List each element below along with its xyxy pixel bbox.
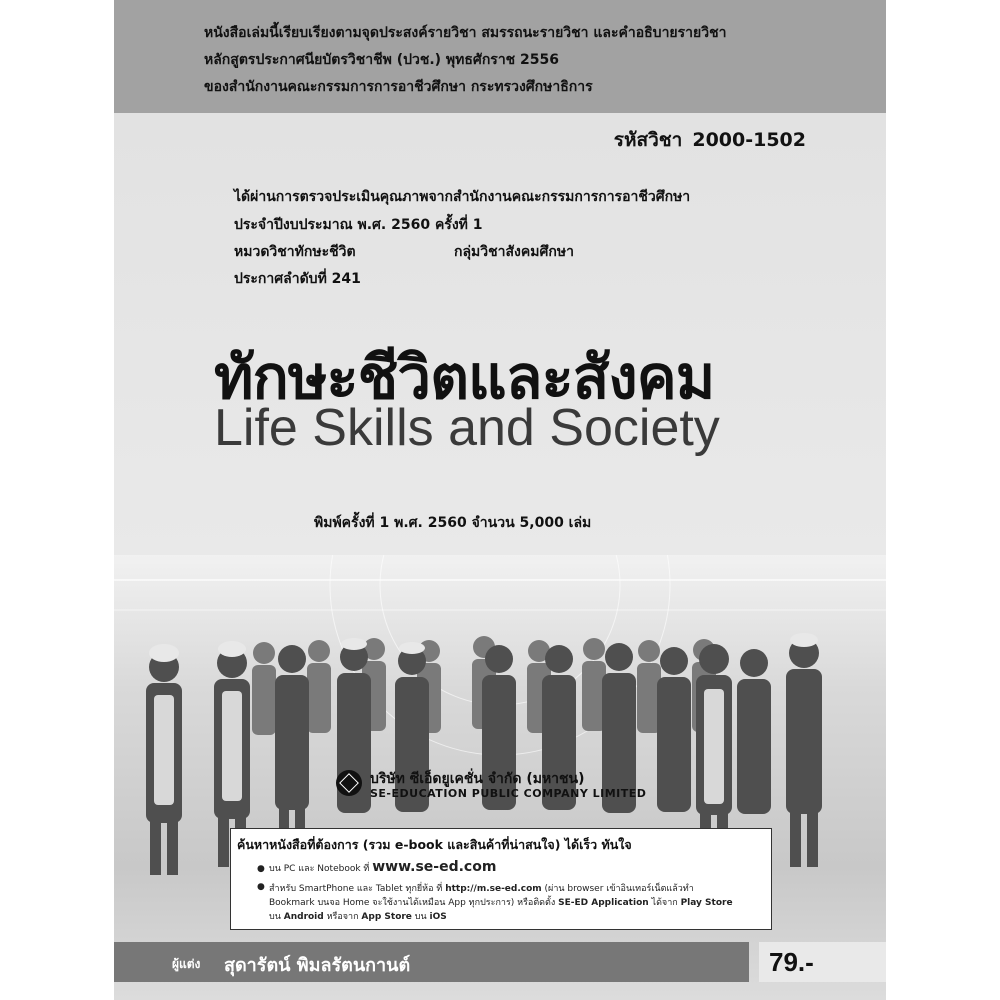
- ios-label: iOS: [429, 912, 447, 922]
- book-cover: [114, 0, 886, 1000]
- publisher-name-english: SE-EDUCATION PUBLIC COMPANY LIMITED: [370, 787, 647, 800]
- pc-url-link[interactable]: www.se-ed.com: [372, 859, 497, 875]
- search-box-heading: ค้นหาหนังสือที่ต้องการ (รวม e-book และสินค้าที่น่าสนใจ) ได้เร็ว ทันใจ: [237, 837, 632, 852]
- mobile-text-2a: Bookmark บนจอ Home จะใช้งานได้เหมือน App ทุกประการ) หรือติดตั้ง: [269, 898, 556, 908]
- announcement-number: ประกาศลำดับที่ 241: [234, 271, 361, 287]
- author-name: สุดารัตน์ พิมลรัตนกานต์: [224, 955, 411, 976]
- subject-category: หมวดวิชาทักษะชีวิต: [234, 244, 356, 260]
- mobile-text-1b: (ผ่าน browser เข้าอินเทอร์เน็ตแล้วทำ: [544, 884, 694, 894]
- print-info: พิมพ์ครั้งที่ 1 พ.ศ. 2560 จำนวน 5,000 เล่ม: [314, 515, 592, 531]
- app-store-label: App Store: [361, 912, 412, 922]
- mobile-line-3: [269, 909, 447, 923]
- course-code: [614, 125, 806, 155]
- mobile-line-2: [269, 895, 733, 909]
- mobile-text-3b: หรือจาก: [326, 912, 359, 922]
- course-code-value: 2000-1502: [692, 129, 806, 151]
- price-tag: 79.-: [759, 942, 886, 982]
- approval-line-1: ได้ผ่านการตรวจประเมินคุณภาพจากสำนักงานคณะกรรมการการอาชีวศึกษา: [234, 189, 691, 205]
- header-line-3: ของสำนักงานคณะกรรมการการอาชีวศึกษา กระทรวงศึกษาธิการ: [204, 79, 593, 95]
- book-title-english: Life Skills and Society: [214, 399, 720, 457]
- mobile-url-link[interactable]: http://m.se-ed.com: [445, 884, 542, 894]
- mobile-text-3c: บน: [414, 912, 427, 922]
- header-band: [114, 0, 886, 113]
- book-title-thai: ทักษะชีวิตและสังคม: [214, 343, 715, 413]
- author-label: ผู้แต่ง: [172, 957, 201, 971]
- subject-group: กลุ่มวิชาสังคมศึกษา: [454, 244, 574, 260]
- bullet-icon: ●: [257, 864, 265, 874]
- header-line-1: หนังสือเล่มนี้เรียบเรียงตามจุดประสงค์รายวิชา สมรรถนะรายวิชา และคำอธิบายรายวิชา: [204, 25, 727, 41]
- course-code-label: รหัสวิชา: [613, 129, 683, 151]
- publisher-name-thai: บริษัท ซีเอ็ดยูเคชั่น จำกัด (มหาชน): [370, 771, 585, 787]
- mobile-text-1a: สำหรับ SmartPhone และ Tablet ทุกยี่ห้อ ที่: [269, 884, 443, 894]
- app-name: SE-ED Application: [558, 898, 649, 908]
- publisher-logo-icon: [336, 770, 362, 796]
- mobile-text-3a: บน: [269, 912, 281, 922]
- author-bar: [114, 942, 749, 982]
- pc-line: [269, 859, 496, 875]
- bullet-icon: ●: [257, 882, 265, 892]
- header-line-2: หลักสูตรประกาศนียบัตรวิชาชีพ (ปวช.) พุทธศักราช 2556: [204, 52, 560, 68]
- play-store-label: Play Store: [680, 898, 733, 908]
- mobile-line-1: [269, 881, 694, 895]
- pc-prefix: บน PC และ Notebook ที่: [269, 864, 370, 874]
- mobile-text-2b: ได้จาก: [651, 898, 678, 908]
- search-info-box: [230, 828, 772, 930]
- approval-line-2: ประจำปีงบประมาณ พ.ศ. 2560 ครั้งที่ 1: [234, 217, 483, 233]
- publisher-block: [336, 768, 696, 804]
- android-label: Android: [283, 912, 324, 922]
